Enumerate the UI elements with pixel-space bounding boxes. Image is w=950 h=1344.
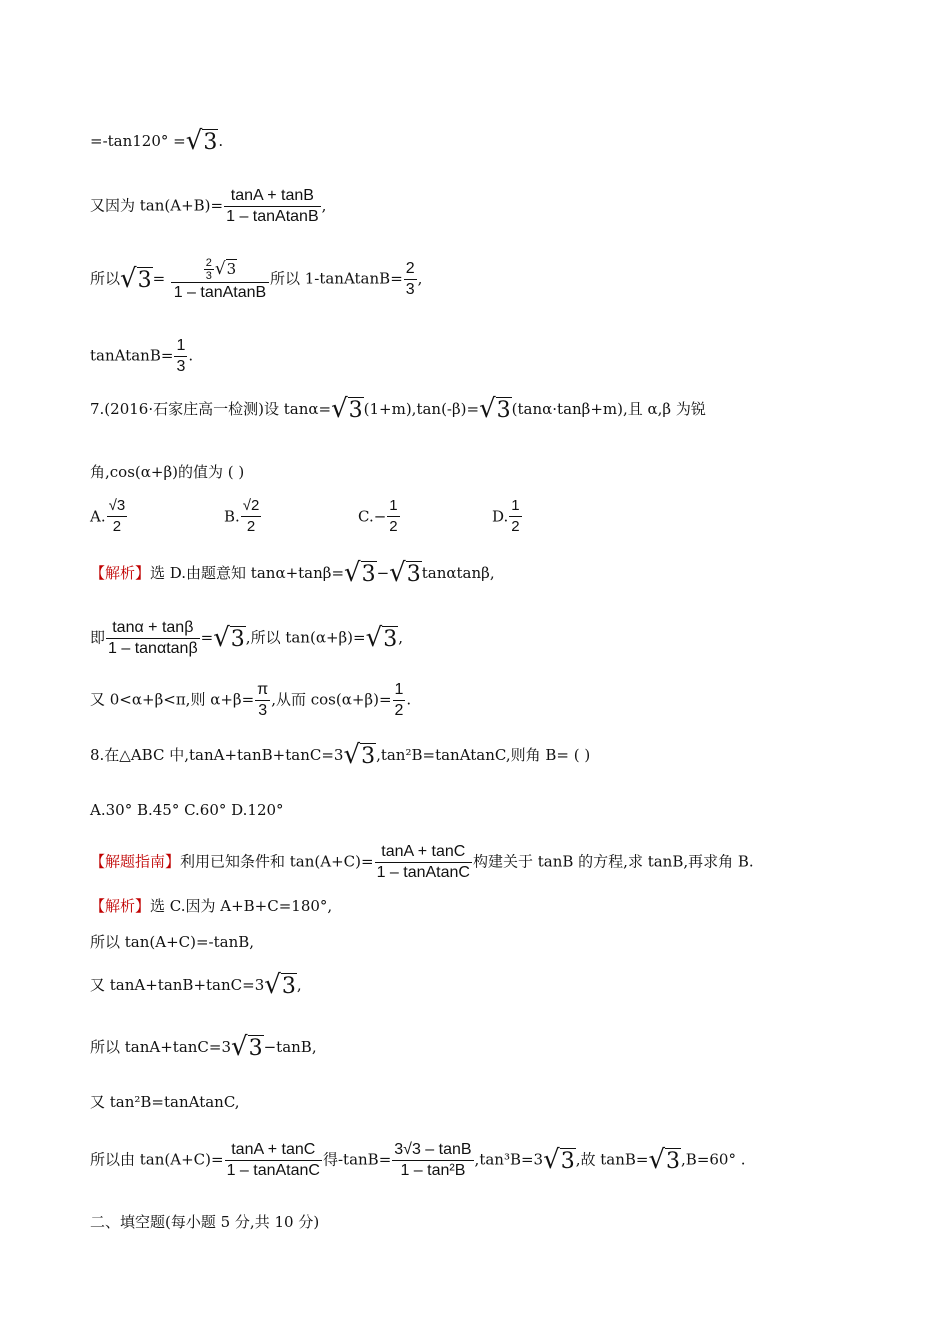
- analysis-7-line-3: [90, 680, 862, 721]
- text: ,: [417, 269, 423, 288]
- sqrt: √3: [543, 1144, 575, 1175]
- text: =-tan120° =: [90, 132, 186, 150]
- analysis-8-line-5: 又 tan²B=tanAtanC,: [90, 1093, 240, 1111]
- text: ,: [398, 628, 403, 647]
- hint-tag: 【解题指南】: [90, 852, 181, 871]
- text: tanαtanβ,: [421, 564, 495, 582]
- text: .: [406, 690, 412, 709]
- line-4: [90, 336, 862, 377]
- text: ,tan²B=tanAtanC,则角 B= ( ): [376, 746, 591, 764]
- text: 8.在△ABC 中,tanA+tanB+tanC=3: [90, 746, 344, 764]
- text: 构建关于 tanB 的方程,求 tanB,再求角 B.: [472, 852, 754, 871]
- analysis-8-line-6: [90, 1140, 862, 1181]
- text: 7.(2016·石家庄高一检测)设 tanα=: [90, 400, 332, 418]
- text: 所以由 tan(A+C)=: [90, 1150, 224, 1169]
- text: (tanα·tanβ+m),且 α,β 为锐: [511, 400, 706, 418]
- option-c: C.− $\frac{1}{2}$: [358, 497, 398, 535]
- text: (1+m),tan(-β)=: [363, 400, 480, 418]
- analysis-tag: 【解析】: [90, 564, 151, 582]
- text: 所以 1-tanAtanB=: [269, 269, 403, 288]
- fraction: $\frac{2}{3}$: [405, 260, 415, 298]
- text: 又因为 tan(A+B)=: [90, 196, 224, 215]
- text: −: [376, 564, 390, 582]
- text: ,: [296, 976, 302, 994]
- section-2-heading: 二、填空题(每小题 5 分,共 10 分): [90, 1213, 320, 1231]
- text: 又 tanA+tanB+tanC=3: [90, 976, 265, 994]
- question-7-line-2: 角,cos(α+β)的值为 ( ): [90, 463, 245, 481]
- option-a: A. $\frac{√3}{2}$: [90, 497, 126, 535]
- text: .: [188, 346, 194, 365]
- text: 所以 tanA+tanC=3: [90, 1038, 232, 1056]
- analysis-8-line-2: 所以 tan(A+C)=-tanB,: [90, 933, 255, 951]
- fraction: $\frac{\pi}{3}$: [257, 681, 269, 719]
- text: 得-tanB=: [322, 1150, 392, 1169]
- analysis-8-line-3: [90, 972, 862, 1000]
- question-8: [90, 742, 862, 770]
- fraction: $\frac{1}{3}$: [176, 337, 186, 375]
- text: tanAtanB=: [90, 346, 174, 365]
- option-d: D. $\frac{1}{2}$: [492, 497, 520, 535]
- analysis-8-line-4: [90, 1034, 862, 1062]
- fraction: $\frac{\tan A + \tan C}{\text{1 – tanAtanC}}$: [376, 843, 470, 881]
- sqrt: √3: [648, 1144, 681, 1175]
- sqrt: √3: [479, 394, 511, 424]
- text: ,B=60° .: [681, 1150, 746, 1169]
- text: .: [218, 132, 224, 150]
- text: −tanB,: [263, 1038, 317, 1056]
- fraction: $\frac{3√3 - \tan B}{\text{1 – tan²B}}$: [394, 1141, 472, 1179]
- text: 又 0<α+β<π,则 α+β=: [90, 690, 255, 709]
- fraction: $\frac{\tan A + \tan C}{\text{1 – tanAtanC}}$: [226, 1141, 320, 1179]
- line-1: [90, 128, 862, 156]
- analysis-7-line-2: [90, 618, 862, 659]
- text: =: [152, 269, 166, 288]
- hint-8: [90, 842, 862, 883]
- fraction: $\frac{\tan\alpha + \tan\beta}{1 - \tan\alpha\tan\beta}$: [108, 619, 198, 657]
- fraction: $\frac{\tan A + \tan B}{\text{1 – tanAtanB}}$: [226, 187, 319, 225]
- sqrt: √3: [331, 394, 363, 424]
- text: ,从而 cos(α+β)=: [271, 690, 392, 709]
- text: 选 C.因为 A+B+C=180°,: [150, 897, 333, 915]
- analysis-7-line-1: [90, 560, 862, 588]
- text: ,所以 tan(α+β)=: [245, 628, 366, 647]
- line-3: [90, 256, 862, 303]
- fraction: $\frac{2}{3}$ √3 1 – tanAtanB: [171, 256, 269, 303]
- sqrt: √3: [389, 558, 421, 588]
- text: 利用已知条件和 tan(A+C)=: [180, 852, 374, 871]
- question-8-options: A.30° B.45° C.60° D.120°: [90, 801, 284, 819]
- fraction: $\frac{1}{2}$: [394, 681, 404, 719]
- text: 即: [90, 628, 106, 647]
- sqrt: √3: [120, 263, 152, 294]
- sqrt: √3: [343, 740, 376, 770]
- analysis-8-line-1: [90, 896, 862, 916]
- sqrt: √3: [213, 622, 245, 653]
- option-b: B. $\frac{√2}{2}$: [224, 497, 260, 535]
- text: =: [200, 628, 214, 647]
- text: 选 D.由题意知 tanα+tanβ=: [150, 564, 345, 582]
- text: ,故 tanB=: [575, 1150, 649, 1169]
- sqrt: √3: [231, 1032, 263, 1062]
- line-2: [90, 186, 862, 227]
- sqrt: √3: [344, 558, 376, 588]
- sqrt: √3: [264, 970, 296, 1000]
- sqrt: √3: [185, 126, 218, 156]
- text: 所以: [90, 269, 121, 288]
- question-7-options: [90, 496, 862, 542]
- text: ,: [321, 196, 327, 215]
- analysis-tag: 【解析】: [90, 897, 151, 915]
- sqrt: √3: [365, 622, 398, 653]
- question-7: [90, 396, 862, 424]
- text: ,tan³B=3: [474, 1150, 544, 1169]
